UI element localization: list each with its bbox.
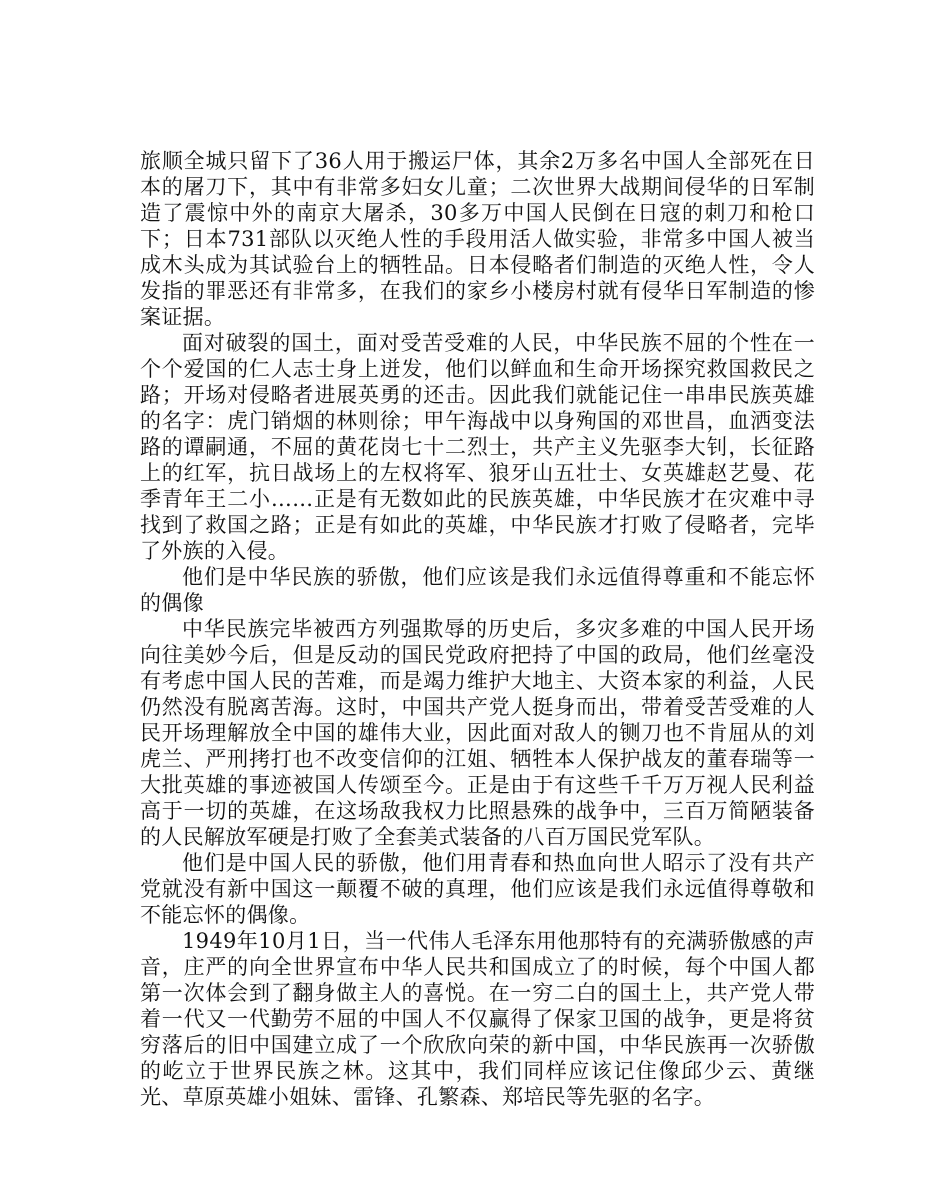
paragraph-6: 1949年10月1日，当一代伟人毛泽东用他那特有的充满骄傲感的声音，庄严的向全世界宣布中华人民共和国成立了的时候，每个中国人都第一次体会到了翻身做主人的喜悦。在一穷二白的国土上，共产党人带着一代又一代勤劳不屈的中国人不仅赢得了保家卫国的战争，更是将贫穷落后的旧中国建立成了一个欣欣向荣的新中国，中华民族再一次骄傲的屹立于世界民族之林。这其中，我们同样应该记住像邱少云、黄继光、草原英雄小姐妹、雷锋、孔繁森、郑培民等先驱的名字。 — [140, 929, 815, 1109]
paragraph-5: 他们是中国人民的骄傲，他们用青春和热血向世人昭示了没有共产党就没有新中国这一颠覆不破的真理，他们应该是我们永远值得尊敬和不能忘怀的偶像。 — [140, 851, 815, 927]
paragraph-4: 中华民族完毕被西方列强欺辱的历史后，多灾多难的中国人民开场向往美妙今后，但是反动的国民党政府把持了中国的政局，他们丝毫没有考虑中国人民的苦难，而是竭力维护大地主、大资本家的利益，人民仍然没有脱离苦海。这时，中国共产党人挺身而出，带着受苦受难的人民开场理解放全中国的雄伟大业，因此面对敌人的铡刀也不肯屈从的刘虎兰、严刑拷打也不改变信仰的江姐、牺牲本人保护战友的董春瑞等一大批英雄的事迹被国人传颂至今。正是由于有这些千千万万视人民利益高于一切的英雄，在这场敌我权力比照悬殊的战争中，三百万简陋装备的人民解放军硬是打败了全套美式装备的八百万国民党军队。 — [140, 617, 815, 849]
paragraph-3: 他们是中华民族的骄傲，他们应该是我们永远值得尊重和不能忘怀的偶像 — [140, 565, 815, 615]
document-body — [140, 148, 815, 1110]
paragraph-2: 面对破裂的国土，面对受苦受难的人民，中华民族不屈的个性在一个个爱国的仁人志士身上迸发，他们以鲜血和生命开场探究救国救民之路；开场对侵略者进展英勇的还击。因此我们就能记住一串串民族英雄的名字：虎门销烟的林则徐；甲午海战中以身殉国的邓世昌，血洒变法路的谭嗣通，不屈的黄花岗七十二烈士，共产主义先驱李大钊，长征路上的红军，抗日战场上的左权将军、狼牙山五壮士、女英雄赵艺曼、花季青年王二小……正是有无数如此的民族英雄，中华民族才在灾难中寻找到了救国之路；正是有如此的英雄，中华民族才打败了侵略者，完毕了外族的入侵。 — [140, 331, 815, 563]
paragraph-1: 旅顺全城只留下了36人用于搬运尸体，其余2万多名中国人全部死在日本的屠刀下，其中有非常多妇女儿童；二次世界大战期间侵华的日军制造了震惊中外的南京大屠杀，30多万中国人民倒在日寇的刺刀和枪口下；日本731部队以灭绝人性的手段用活人做实验，非常多中国人被当成木头成为其试验台上的牺牲品。日本侵略者们制造的灭绝人性，令人发指的罪恶还有非常多，在我们的家乡小楼房村就有侵华日军制造的惨案证据。 — [140, 149, 815, 329]
